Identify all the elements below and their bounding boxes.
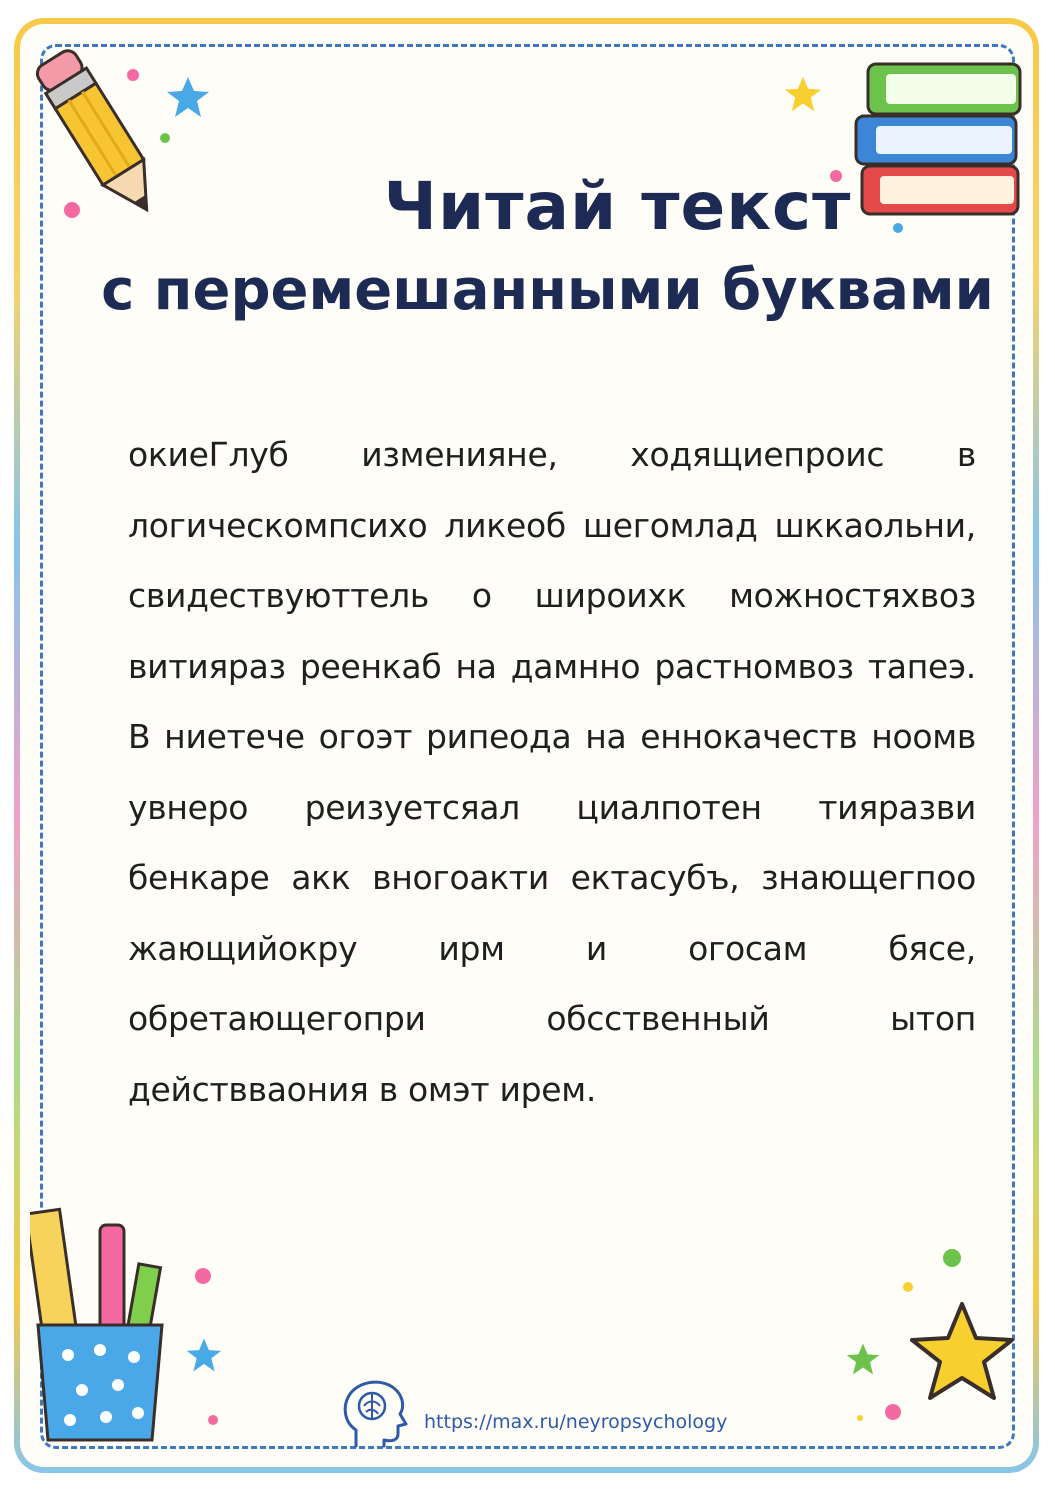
page-subtitle: с перемешанными буквами xyxy=(101,258,994,323)
footer-url-link[interactable]: https://max.ru/neyropsychology xyxy=(424,1411,728,1433)
brain-head-icon xyxy=(338,1376,410,1450)
scrambled-text-paragraph: окиеГлуб изменияне, ходящиепроис в логическомпсихо ликеоб шегомлад шккаольни, свидествуюттель о широихк можностяхвоз витияраз реенкаб на дамнно растномвоз тапеэ. В ниетече огоэт рипеода на еннокачеств ноомв увнеро реизуетсяал циалпотен тияразви бенкаре акк вногоакти ектасубъ, знающегпоо жающийокру ирм и огосам бясе, обретающегопри обсственный ытоп действваония в омэт ирем. xyxy=(128,435,976,1109)
page-title: Читай текст xyxy=(383,168,852,245)
